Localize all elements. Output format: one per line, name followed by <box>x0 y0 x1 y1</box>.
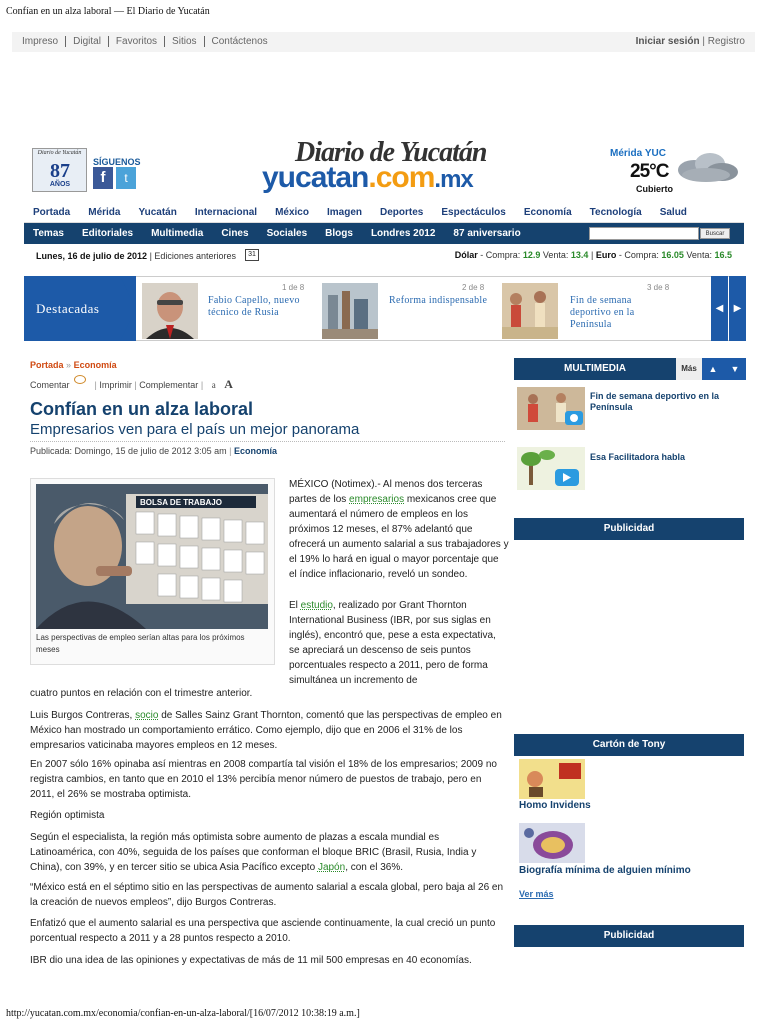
euro-buy-label: - Compra: <box>618 250 659 260</box>
nav-sociales[interactable]: Sociales <box>266 228 308 239</box>
nav-imagen[interactable]: Imagen <box>326 207 362 218</box>
nav-merida[interactable]: Mérida <box>88 207 121 218</box>
login-link[interactable]: Iniciar sesión <box>635 36 700 47</box>
multimedia-thumb-facilitadora[interactable] <box>517 447 585 490</box>
nav-87-aniversario[interactable]: 87 aniversario <box>453 228 521 239</box>
featured-counter-3: 3 de 8 <box>647 283 670 292</box>
weather-city: Mérida YUC <box>610 148 666 159</box>
comment-icon[interactable] <box>74 375 86 384</box>
advertising-header-1: Publicidad <box>514 518 744 540</box>
keyword-link-estudio[interactable]: estudio <box>300 600 333 611</box>
nav-deportes[interactable]: Deportes <box>380 207 424 218</box>
weather-temperature: 25°C <box>630 161 669 182</box>
article-paragraph-3: Luis Burgos Contreras, socio de Salles Sainz Grant Thornton, comentó que las perspectivas de empleo en México han mostrado un comportamiento errático. Como ejemplo, dijo que en 2006 el 31% de los empresarios vaticinaba mayores empleos en 12 meses. <box>30 710 502 751</box>
carousel-prev-button[interactable]: ◀ <box>711 276 728 341</box>
nav-portada[interactable]: Portada <box>33 207 71 218</box>
euro-separator: | <box>590 250 594 260</box>
photo-caption: Las perspectivas de empleo serían altas para los próximos meses <box>36 633 245 654</box>
cartoon-title-1[interactable]: Homo Invidens <box>519 800 591 811</box>
featured-thumb-capello[interactable] <box>142 283 198 339</box>
breadcrumb-economia[interactable]: Economía <box>73 360 117 370</box>
nav-temas[interactable]: Temas <box>33 228 64 239</box>
article-headline: Confían en un alza laboral <box>30 399 254 419</box>
multimedia-more-button[interactable]: Más <box>676 358 702 380</box>
nav-cines[interactable]: Cines <box>221 228 249 239</box>
article-paragraph-2: El estudio, realizado por Grant Thornton International Business (IBR, por sus siglas en inglés), encontró que, pese a esta expectativa, se apreciará un descenso de seis puntos porcentuales respecto a 2011, pero de forma simultánea un incremento de <box>289 600 496 686</box>
utility-link-impreso[interactable]: Impreso <box>22 36 66 47</box>
nav-londres-2012[interactable]: Londres 2012 <box>370 228 436 239</box>
date-separator: | <box>149 251 152 261</box>
exchange-rates <box>455 250 732 260</box>
facebook-icon[interactable]: f <box>93 167 113 189</box>
increase-font-button[interactable]: A <box>224 377 233 391</box>
featured-title-3[interactable]: Fin de semana deportivo en la Península <box>570 295 635 330</box>
featured-counter-1: 1 de 8 <box>282 283 305 292</box>
anniversary-logo-text: Diario de Yucatán <box>37 150 82 156</box>
print-page-title: Confían en un alza laboral — El Diario de Yucatán <box>6 6 210 17</box>
euro-label: Euro <box>595 250 617 260</box>
dollar-buy-label: - Compra: <box>480 250 521 260</box>
register-link[interactable]: Registro <box>707 36 745 47</box>
multimedia-up-button[interactable]: ▲ <box>702 358 724 380</box>
nav-blogs[interactable]: Blogs <box>325 228 353 239</box>
featured-label: Destacadas <box>24 276 136 341</box>
nav-multimedia[interactable]: Multimedia <box>151 228 204 239</box>
cartoon-header: Cartón de Tony <box>514 734 744 756</box>
logo-part-yucatan: yucatan <box>262 161 369 194</box>
dollar-sell-label: Venta: <box>542 250 569 260</box>
nav-tecnologia[interactable]: Tecnología <box>589 207 642 218</box>
complement-link[interactable]: Complementar <box>139 380 199 390</box>
dollar-buy-value: 12.9 <box>522 250 541 260</box>
utility-link-digital[interactable]: Digital <box>66 36 109 47</box>
search-button[interactable]: Buscar <box>700 228 730 239</box>
featured-thumb-reforma[interactable] <box>322 283 378 339</box>
nav-espectaculos[interactable]: Espectáculos <box>441 207 506 218</box>
breadcrumb-portada[interactable]: Portada <box>30 360 64 370</box>
article-paragraph-6: Según el especialista, la región más optimista sobre aumento de plazas a escala mundial es Latinoamérica, con 40%, seguida de los países que conforman el bloque BRIC (Brasil, Rusia, India y China), con 39%, y en tercer sitio se ubica Asia Pacífico excepto Japón, con el 36%. <box>30 832 477 873</box>
article-paragraph-7: “México está en el séptimo sitio en las perspectivas de aumento salarial a escala global, pero baja al 26 en la creación de nuevos empleos”, dijo Burgos Contreras. <box>30 882 504 908</box>
keyword-link-empresarios[interactable]: empresarios <box>349 494 405 505</box>
nav-mexico[interactable]: México <box>275 207 309 218</box>
cloudy-weather-icon <box>672 150 740 184</box>
twitter-icon[interactable]: t <box>116 167 136 189</box>
euro-sell-label: Venta: <box>686 250 712 260</box>
anniversary-anos: AÑOS <box>49 181 71 188</box>
multimedia-title-1[interactable]: Fin de semana deportivo en la Península <box>590 391 720 412</box>
logo-part-mx: .mx <box>434 166 473 193</box>
article-subheadline: Empresarios ven para el país un mejor panorama <box>30 421 360 438</box>
carousel-next-button[interactable]: ▶ <box>729 276 746 341</box>
article-meta: Publicada: Domingo, 15 de julio de 2012 3:05 am | Economía <box>30 441 505 456</box>
article-tools: Comentar | Imprimir | Complementar | a A <box>30 377 233 391</box>
current-date: Lunes, 16 de julio de 2012 <box>36 251 148 261</box>
article-section-link[interactable]: Economía <box>234 446 278 456</box>
print-page-url: http://yucatan.com.mx/economia/confian-en-un-alza-laboral/[16/07/2012 10:38:19 a.m.] <box>6 1008 360 1019</box>
nav-internacional[interactable]: Internacional <box>194 207 258 218</box>
article-photo[interactable] <box>36 484 268 629</box>
comment-link[interactable]: Comentar <box>30 380 70 390</box>
nav-economia[interactable]: Economía <box>523 207 572 218</box>
site-logo-diario[interactable]: Diario de Yucatán <box>295 137 487 168</box>
calendar-icon[interactable]: 31 <box>245 249 259 261</box>
photo-sign-text: BOLSA DE TRABAJO <box>140 498 222 507</box>
advertising-header-2: Publicidad <box>514 925 744 947</box>
decrease-font-button[interactable]: a <box>211 380 216 390</box>
cartoon-thumb-biografia[interactable] <box>519 823 585 863</box>
article-paragraph-1: MÉXICO (Notimex).- Al menos dos terceras partes de los empresarios mexicanos cree que aumentará el número de empleos en los próximos 12 meses, el 87% adelantó que ofrecerá un aumento salarial a sus trabajadores y el 19% lo hará en igual o mayor porcentaje que el índice inflacionario, reveló un sondeo. <box>289 479 509 580</box>
publish-date: Publicada: Domingo, 15 de julio de 2012 3:05 am <box>30 446 227 456</box>
site-logo-yucatan[interactable] <box>262 161 473 195</box>
see-more-link[interactable]: Ver más <box>519 889 554 899</box>
nav-editoriales[interactable]: Editoriales <box>81 228 134 239</box>
keyword-link-japon[interactable]: Japón <box>317 862 346 873</box>
multimedia-header: MULTIMEDIA <box>514 358 676 380</box>
nav-salud[interactable]: Salud <box>659 207 687 218</box>
article-subtitle: Región optimista <box>30 810 105 821</box>
multimedia-title-2[interactable]: Esa Facilitadora habla <box>590 452 686 462</box>
multimedia-thumb-deportes[interactable] <box>517 387 585 430</box>
featured-title-2[interactable]: Reforma indispensable <box>389 295 488 306</box>
primary-nav <box>24 202 744 223</box>
breadcrumb-separator: » <box>66 360 72 370</box>
breadcrumb <box>30 360 117 370</box>
anniversary-years: 87 <box>50 160 70 182</box>
cartoon-thumb-homo-invidens[interactable] <box>519 759 585 799</box>
print-link[interactable]: Imprimir <box>99 380 132 390</box>
article-paragraph-9: IBR dio una idea de las opiniones y expectativas de más de 11 mil 500 empresas en 40 economías. <box>30 955 472 966</box>
dollar-sell-value: 13.4 <box>570 250 589 260</box>
previous-editions-link[interactable]: Ediciones anteriores <box>154 251 236 261</box>
article-paragraph-2-cont: cuatro puntos en relación con el trimestre anterior. <box>30 688 253 699</box>
nav-yucatan[interactable]: Yucatán <box>138 207 177 218</box>
euro-buy-value: 16.05 <box>661 250 684 260</box>
utility-link-sitios[interactable]: Sitios <box>165 36 204 47</box>
edition-date-bar <box>36 251 236 261</box>
featured-label-arrow <box>120 276 136 341</box>
account-separator: | <box>702 36 705 47</box>
utility-link-contactenos[interactable]: Contáctenos <box>211 36 268 47</box>
multimedia-down-button[interactable]: ▼ <box>724 358 746 380</box>
cartoon-title-2[interactable]: Biografía mínima de alguien mínimo <box>519 865 691 876</box>
featured-thumb-deportes[interactable] <box>502 283 558 339</box>
euro-sell-value: 16.5 <box>714 250 732 260</box>
featured-title-1[interactable]: Fabio Capello, nuevo técnico de Rusia <box>208 295 300 318</box>
keyword-link-socio[interactable]: socio <box>135 710 159 721</box>
article-paragraph-8: Enfatizó que el aumento salarial es una perspectiva que asciende continuamente, la cual creció un punto porcentual respecto a 2011 y a 28 puntos respecto a 2010. <box>30 918 496 944</box>
follow-us-label: SÍGUENOS <box>93 157 141 167</box>
weather-condition: Cubierto <box>636 184 673 194</box>
article-paragraph-4: En 2007 sólo 16% opinaba así mientras en 2008 compartía tal visión el 18% de los empresarios; 2009 no registra cambios, en tanto que en 2010 el 13% percibía menor número de puestos de trabajo, pero en 2011, el 26% se mostraba optimista. <box>30 759 497 800</box>
logo-part-com: .com <box>368 161 435 194</box>
utility-link-favoritos[interactable]: Favoritos <box>109 36 165 47</box>
search-input[interactable] <box>589 227 699 240</box>
account-links <box>636 36 745 47</box>
utility-nav <box>22 36 275 47</box>
featured-counter-2: 2 de 8 <box>462 283 485 292</box>
dollar-label: Dólar <box>454 250 478 260</box>
